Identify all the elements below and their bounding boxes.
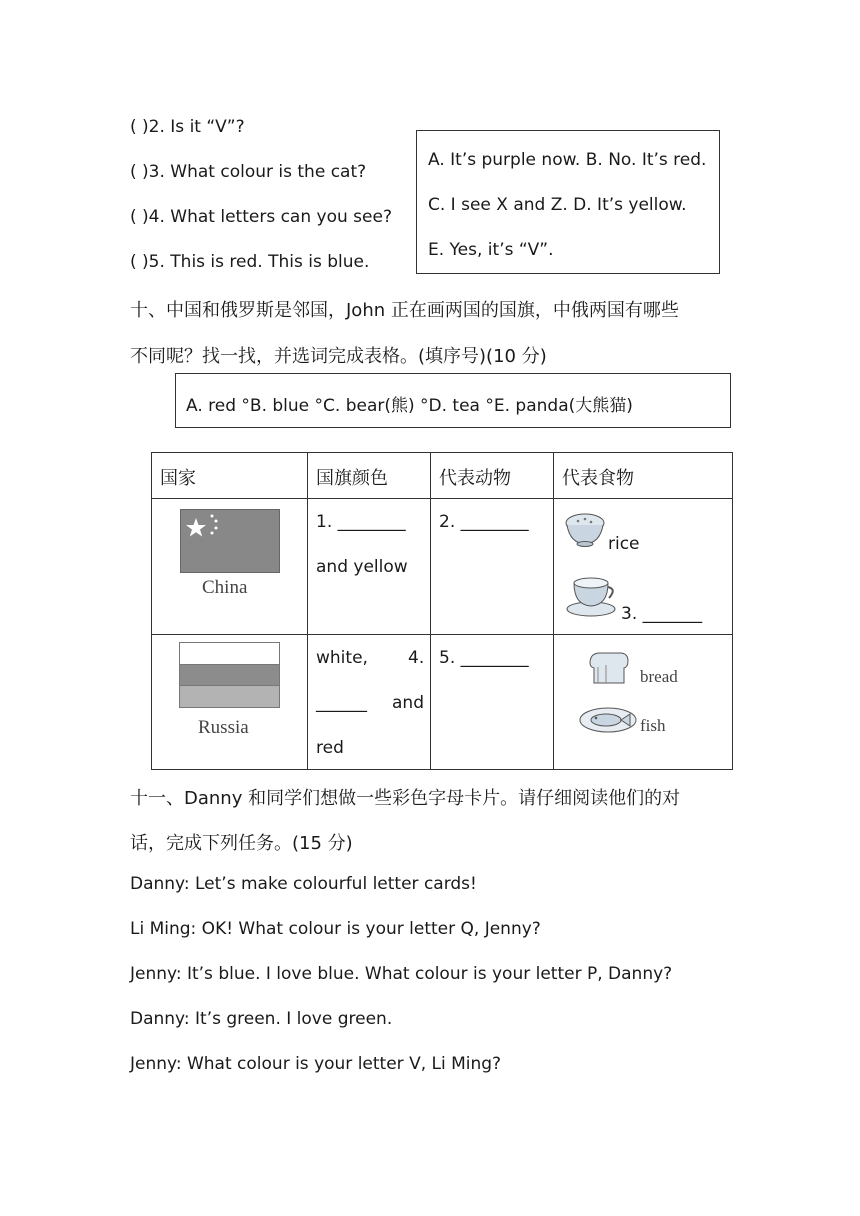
teacup-icon bbox=[562, 573, 620, 619]
table-row-china bbox=[152, 499, 733, 635]
header-country: 国家 bbox=[160, 468, 196, 489]
word-bank-box bbox=[175, 373, 731, 428]
word-bank: A. red °B. blue °C. bear(熊) °D. tea °E. panda(大熊猫) bbox=[186, 396, 633, 416]
dialogue-line-4: Danny: It’s green. I love green. bbox=[130, 1009, 393, 1029]
russia-animal-cell bbox=[431, 635, 554, 770]
header-animal: 代表动物 bbox=[439, 468, 511, 489]
russia-cell bbox=[152, 635, 308, 770]
dialogue-line-3: Jenny: It’s blue. I love blue. What colour is your letter P, Danny? bbox=[130, 964, 673, 984]
russia-colour-cell bbox=[308, 635, 431, 770]
russia-flag-image bbox=[179, 642, 281, 712]
blank-3: 3. _______ bbox=[621, 604, 703, 624]
dialogue-line-5: Jenny: What colour is your letter V, Li Ming? bbox=[130, 1054, 502, 1074]
russia-colour-white: white, bbox=[316, 648, 368, 668]
bread-label: bread bbox=[640, 667, 678, 686]
header-cell bbox=[554, 453, 733, 499]
china-label: China bbox=[202, 577, 248, 598]
country-table bbox=[151, 452, 733, 770]
header-cell bbox=[152, 453, 308, 499]
option-line-3: E. Yes, it’s “V”. bbox=[428, 240, 554, 260]
question-4: ( )4. What letters can you see? bbox=[130, 207, 392, 227]
option-line-1: A. It’s purple now. B. No. It’s red. bbox=[428, 150, 707, 170]
answer-options-box bbox=[416, 130, 720, 274]
blank-4: ______ bbox=[316, 693, 367, 713]
russia-colour-red: red bbox=[316, 738, 344, 758]
option-line-2: C. I see X and Z. D. It’s yellow. bbox=[428, 195, 687, 215]
russia-food-cell bbox=[554, 635, 733, 770]
section-10-title-line-2: 不同呢？找一找，并选词完成表格。(填序号)(10 分) bbox=[130, 346, 547, 367]
section-11-title-line-2: 话，完成下列任务。(15 分) bbox=[130, 833, 353, 854]
header-food: 代表食物 bbox=[562, 468, 634, 489]
russia-colour-and: and bbox=[392, 693, 424, 713]
section-10-title-line-1: 十、中国和俄罗斯是邻国，John 正在画两国的国旗，中俄两国有哪些 bbox=[130, 300, 679, 321]
china-colour-cell bbox=[308, 499, 431, 635]
china-animal-cell bbox=[431, 499, 554, 635]
blank-2: 2. ________ bbox=[439, 512, 529, 532]
question-2: ( )2. Is it “V”? bbox=[130, 117, 245, 137]
question-3: ( )3. What colour is the cat? bbox=[130, 162, 367, 182]
china-cell bbox=[152, 499, 308, 635]
header-flag-colour: 国旗颜色 bbox=[316, 468, 388, 489]
fish-label: fish bbox=[640, 716, 666, 735]
dialogue-line-2: Li Ming: OK! What colour is your letter Q, Jenny? bbox=[130, 919, 541, 939]
rice-bowl-icon bbox=[562, 509, 608, 549]
china-flag-image bbox=[180, 509, 280, 575]
china-food-cell bbox=[554, 499, 733, 635]
blank-5: 5. ________ bbox=[439, 648, 529, 668]
dialogue-line-1: Danny: Let’s make colourful letter cards! bbox=[130, 874, 477, 894]
russia-label: Russia bbox=[198, 717, 249, 738]
question-5: ( )5. This is red. This is blue. bbox=[130, 252, 370, 272]
bread-icon bbox=[584, 649, 632, 689]
section-11-title-line-1: 十一、Danny 和同学们想做一些彩色字母卡片。请仔细阅读他们的对 bbox=[130, 788, 681, 809]
blank-1: 1. ________ bbox=[316, 512, 406, 532]
china-colour-and-yellow: and yellow bbox=[316, 557, 408, 577]
rice-label: rice bbox=[608, 534, 640, 554]
table-row-russia bbox=[152, 635, 733, 770]
header-cell bbox=[308, 453, 431, 499]
blank-4-number: 4. bbox=[408, 648, 425, 668]
header-cell bbox=[431, 453, 554, 499]
fish-plate-icon bbox=[578, 705, 638, 735]
